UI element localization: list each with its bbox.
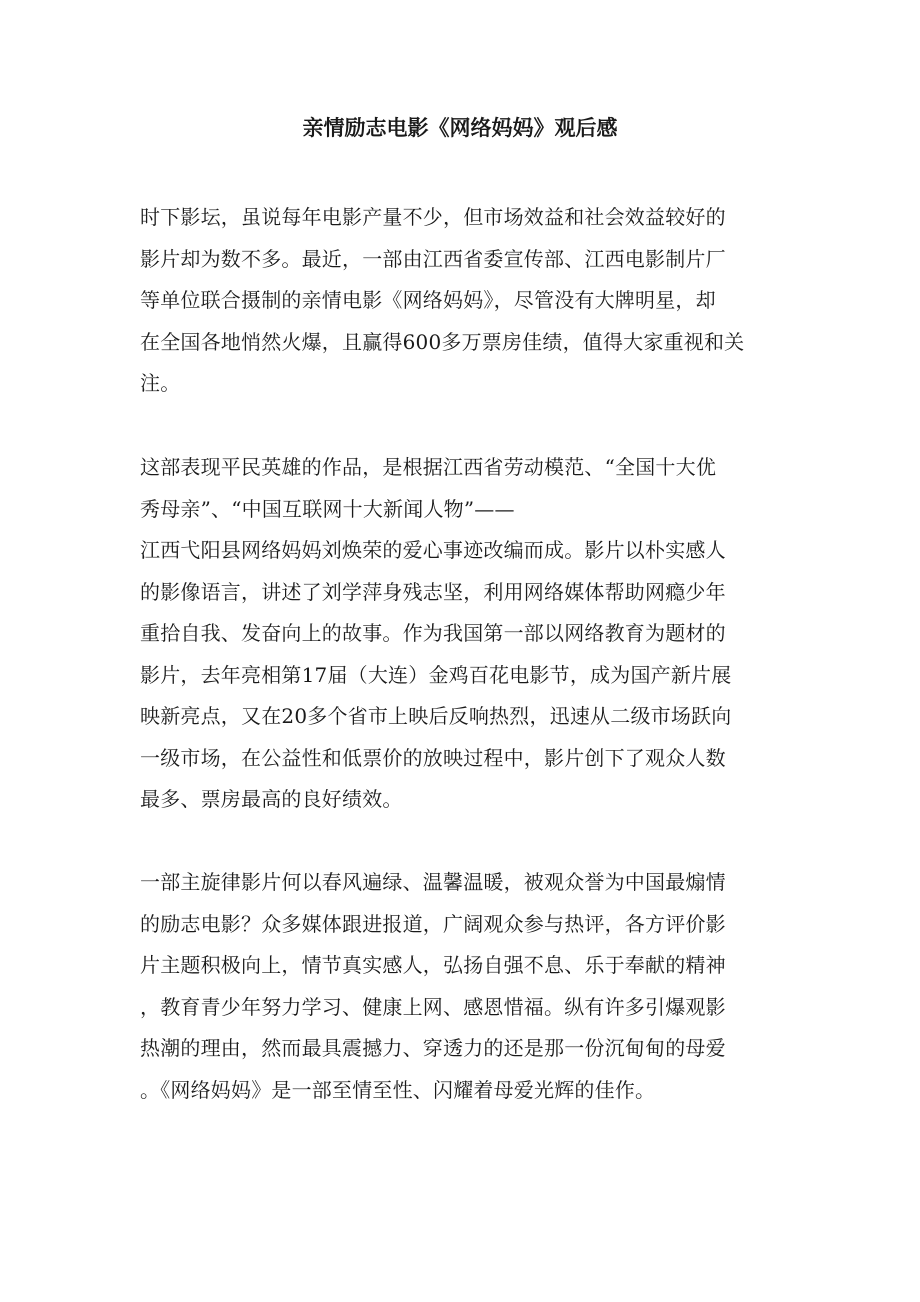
paragraph-line: 注。 xyxy=(140,371,181,395)
paragraph-line: 映新亮点，又在20多个省市上映后反响热烈，迅速从二级市场跃向 xyxy=(140,704,732,728)
paragraph-line: 一部主旋律影片何以春风遍绿、温馨温暖，被观众誉为中国最煽情 xyxy=(140,870,726,894)
paragraph-line: 在全国各地悄然火爆，且赢得600多万票房佳绩，值得大家重视和关 xyxy=(140,329,745,354)
paragraph-line: 秀母亲”、“中国互联网十大新闻人物”—— xyxy=(140,496,515,521)
paragraph-line: 影片却为数不多。最近，一部由江西省委宣传部、江西电影制片厂 xyxy=(140,246,726,271)
paragraph-line: 时下影坛，虽说每年电影产量不少，但市场效益和社会效益较好的 xyxy=(140,205,726,229)
paragraph-line: 重拾自我、发奋向上的故事。作为我国第一部以网络教育为题材的 xyxy=(140,621,726,645)
paragraph-line: 等单位联合摄制的亲情电影《网络妈妈》，尽管没有大牌明星，却 xyxy=(140,288,716,312)
paragraph-line: ，教育青少年努力学习、健康上网、感恩惜福。纵有许多引爆观影 xyxy=(140,994,726,1019)
paragraph-line: 的影像语言，讲述了刘学萍身残志坚，利用网络媒体帮助网瘾少年 xyxy=(140,579,726,604)
paragraph-2 xyxy=(140,447,790,821)
paragraph-line: 热潮的理由，然而最具震撼力、穿透力的还是那一份沉甸甸的母爱 xyxy=(140,1036,726,1060)
paragraph-line: 一级市场，在公益性和低票价的放映过程中，影片创下了观众人数 xyxy=(140,745,726,770)
paragraph-line: 片主题积极向上，情节真实感人，弘扬自强不息、乐于奉献的精神 xyxy=(140,953,726,977)
paragraph-1 xyxy=(140,197,790,405)
paragraph-line: 的励志电影？众多媒体跟进报道，广阔观众参与热评，各方评价影 xyxy=(140,911,726,936)
paragraph-line: 影片，去年亮相第17届（大连）金鸡百花电影节，成为国产新片展 xyxy=(140,662,732,687)
paragraph-3 xyxy=(140,862,790,1111)
document-title: 亲情励志电影《网络妈妈》观后感 xyxy=(302,115,618,140)
paragraph-line: 最多、票房最高的良好绩效。 xyxy=(140,787,403,811)
paragraph-line: 江西弋阳县网络妈妈刘焕荣的爱心事迹改编而成。影片以朴实感人 xyxy=(140,538,726,562)
paragraph-line: 。《网络妈妈》是一部至情至性、闪耀着母爱光辉的佳作。 xyxy=(140,1077,656,1102)
paragraph-line: 这部表现平民英雄的作品，是根据江西省劳动模范、“全国十大优 xyxy=(140,455,717,479)
